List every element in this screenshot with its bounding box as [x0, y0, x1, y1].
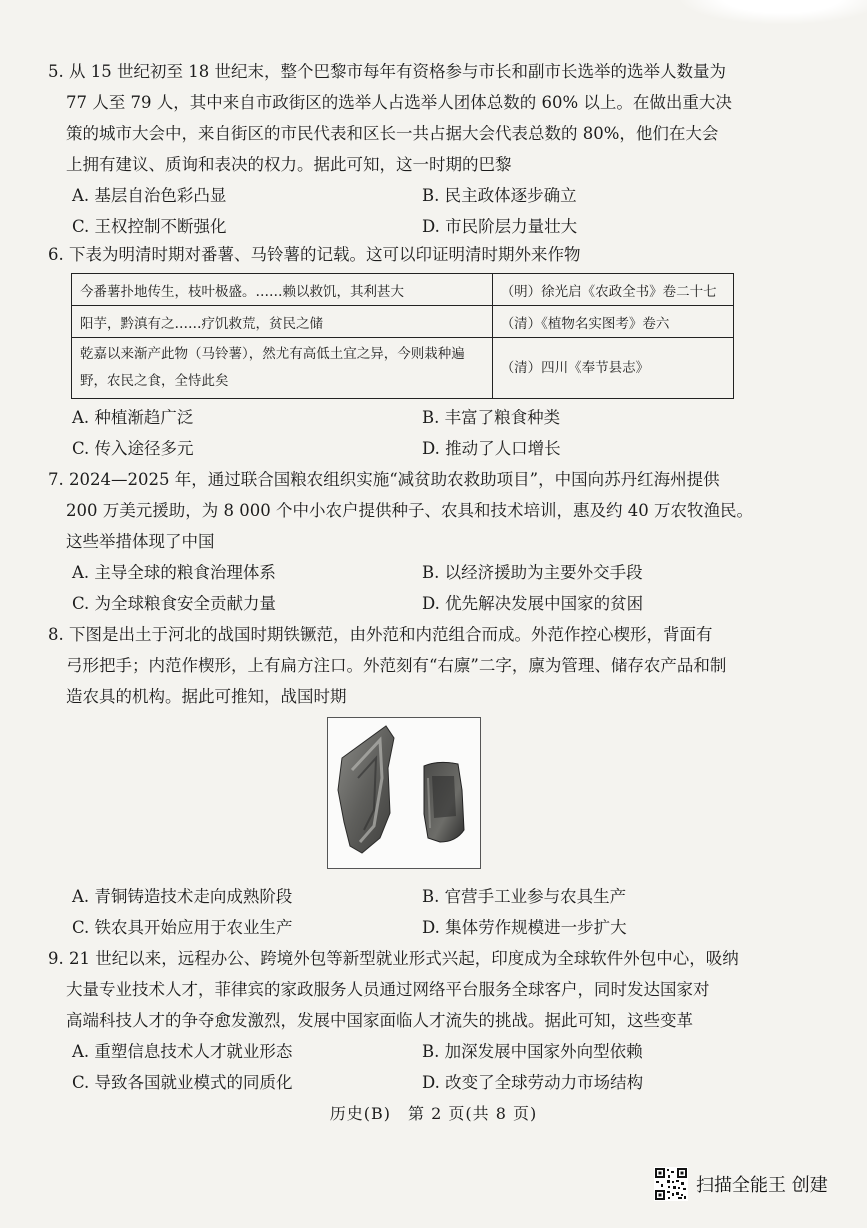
question-8-options	[72, 881, 832, 943]
qr-code-icon	[654, 1167, 688, 1201]
option-8c[interactable]: C. 铁农具开始应用于农业生产	[72, 918, 293, 937]
question-7-line-2: 200 万美元援助，为 8 000 个中小农户提供种子、农具和技术培训，惠及约 40 万农牧渔民。	[66, 501, 753, 520]
option-6b[interactable]: B. 丰富了粮食种类	[422, 408, 561, 427]
iron-mold-photo	[327, 717, 481, 869]
option-5c[interactable]: C. 王权控制不断强化	[72, 217, 227, 236]
source-table	[71, 273, 734, 399]
option-8b[interactable]: B. 官营手工业参与农具生产	[422, 887, 627, 906]
table-row	[72, 306, 734, 338]
table-row	[72, 338, 734, 399]
question-5-line-2: 77 人至 79 人，其中来自市政街区的选举人占选举人团体总数的 60% 以上。在做出重大决	[66, 93, 732, 112]
question-5-line-1: 5. 从 15 世纪初至 18 世纪末，整个巴黎市每年有资格参与市长和副市长选举的选举人数量为	[48, 62, 726, 81]
page-corner-glare	[677, 0, 867, 25]
table-row	[72, 274, 734, 306]
iron-mold-illustration	[328, 718, 480, 868]
question-6-line-1: 6. 下表为明清时期对番薯、马铃薯的记载。这可以印证明清时期外来作物	[48, 245, 581, 264]
option-8d[interactable]: D. 集体劳作规模进一步扩大	[422, 918, 627, 937]
page-footer: 历史(B) 第 2 页(共 8 页)	[329, 1104, 538, 1123]
question-9	[48, 943, 838, 1036]
question-5-line-4: 上拥有建议、质询和表决的权力。据此可知，这一时期的巴黎	[66, 155, 512, 174]
option-5d[interactable]: D. 市民阶层力量壮大	[422, 217, 578, 236]
question-7-options	[72, 557, 832, 619]
question-5-options	[72, 180, 832, 242]
question-5-line-3: 策的城市大会中，来自街区的市民代表和区长一共占据大会代表总数的 80%，他们在大会	[66, 124, 719, 143]
scanner-label: 扫描全能王 创建	[696, 1175, 828, 1196]
question-9-line-1: 9. 21 世纪以来，远程办公、跨境外包等新型就业形式兴起，印度成为全球软件外包中心，吸纳	[48, 949, 739, 968]
question-7-line-1: 7. 2024—2025 年，通过联合国粮农组织实施“减贫助农救助项目”，中国向苏丹红海州提供	[48, 470, 720, 489]
scanner-watermark	[654, 1166, 828, 1202]
question-7-line-3: 这些举措体现了中国	[66, 532, 215, 551]
question-5	[48, 56, 838, 180]
option-8a[interactable]: A. 青铜铸造技术走向成熟阶段	[72, 887, 293, 906]
question-9-options	[72, 1036, 832, 1098]
question-7	[48, 464, 838, 557]
question-9-line-2: 大量专业技术人才，菲律宾的家政服务人员通过网络平台服务全球客户，同时发达国家对	[66, 980, 710, 999]
question-8	[48, 619, 838, 712]
option-5a[interactable]: A. 基层自治色彩凸显	[72, 186, 227, 205]
option-7a[interactable]: A. 主导全球的粮食治理体系	[72, 563, 276, 582]
option-7b[interactable]: B. 以经济援助为主要外交手段	[422, 563, 643, 582]
table-quote: 今番薯扑地传生，枝叶极盛。……赖以救饥，其利甚大	[72, 274, 493, 306]
option-5b[interactable]: B. 民主政体逐步确立	[422, 186, 577, 205]
table-citation: （明）徐光启《农政全书》卷二十七	[492, 274, 733, 306]
option-6d[interactable]: D. 推动了人口增长	[422, 439, 561, 458]
table-citation: （清）四川《奉节县志》	[492, 338, 733, 399]
option-9a[interactable]: A. 重塑信息技术人才就业形态	[72, 1042, 293, 1061]
question-8-line-1: 8. 下图是出土于河北的战国时期铁镢范，由外范和内范组合而成。外范作控心楔形，背面有	[48, 625, 713, 644]
option-6c[interactable]: C. 传入途径多元	[72, 439, 194, 458]
question-8-line-3: 造农具的机构。据此可推知，战国时期	[66, 687, 347, 706]
question-6-options	[72, 402, 832, 464]
question-6	[48, 239, 838, 270]
table-citation: （清）《植物名实图考》卷六	[492, 306, 733, 338]
question-9-line-3: 高端科技人才的争夺愈发激烈，发展中国家面临人才流失的挑战。据此可知，这些变革	[66, 1011, 693, 1030]
option-7c[interactable]: C. 为全球粮食安全贡献力量	[72, 594, 277, 613]
table-quote: 阳芋，黔滇有之……疗饥救荒，贫民之储	[72, 306, 493, 338]
option-9d[interactable]: D. 改变了全球劳动力市场结构	[422, 1073, 644, 1092]
option-7d[interactable]: D. 优先解决发展中国家的贫困	[422, 594, 644, 613]
option-9c[interactable]: C. 导致各国就业模式的同质化	[72, 1073, 293, 1092]
table-quote: 乾嘉以来渐产此物（马铃薯），然尤有高低土宜之异，今则栽种遍野，农民之食，全恃此矣	[72, 338, 493, 399]
question-8-line-2: 弓形把手；内范作楔形，上有扁方注口。外范刻有“右廪”二字，廪为管理、储存农产品和制	[66, 656, 727, 675]
option-6a[interactable]: A. 种植渐趋广泛	[72, 408, 194, 427]
option-9b[interactable]: B. 加深发展中国家外向型依赖	[422, 1042, 643, 1061]
inner-mold-slot	[432, 776, 456, 818]
